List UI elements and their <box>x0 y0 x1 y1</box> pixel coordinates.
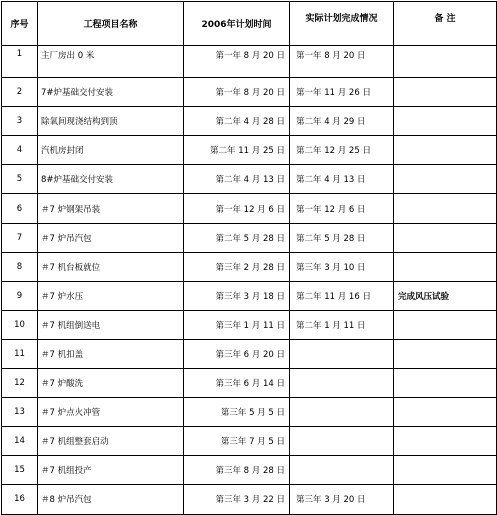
row-project-name: ＃7 炉钢架吊装 <box>38 194 184 223</box>
row-seq: 13 <box>2 398 38 427</box>
row-plan-date: 第三年 7 月 5 日 <box>184 427 290 456</box>
row-actual-date: 第二年 12 月 25 日 <box>290 136 394 165</box>
row-project-name: ＃7 炉酸洗 <box>38 369 184 398</box>
row-actual-date: 第二年 4 月 13 日 <box>290 165 394 194</box>
row-plan-date: 第三年 6 月 14 日 <box>184 369 290 398</box>
table-row <box>2 194 497 223</box>
table-row <box>2 427 497 456</box>
row-project-name: 7#炉基础交付安装 <box>38 78 184 107</box>
row-seq: 7 <box>2 223 38 252</box>
row-note <box>394 223 497 252</box>
row-plan-date: 第一年 12 月 6 日 <box>184 194 290 223</box>
row-plan-date: 第三年 6 月 20 日 <box>184 339 290 368</box>
table-header-row <box>2 2 497 46</box>
row-note <box>394 136 497 165</box>
row-plan-date: 第三年 3 月 18 日 <box>184 281 290 310</box>
table-row <box>2 398 497 427</box>
header-seq: 序号 <box>2 2 38 46</box>
row-project-name: ＃7 炉吊汽包 <box>38 223 184 252</box>
table-row <box>2 252 497 281</box>
row-seq: 6 <box>2 194 38 223</box>
row-actual-date <box>290 456 394 485</box>
row-project-name: ＃7 机组倒送电 <box>38 310 184 339</box>
row-plan-date: 第二年 11 月 25 日 <box>184 136 290 165</box>
row-actual-date: 第一年 8 月 20 日 <box>290 46 394 78</box>
row-project-name: 8#炉基础交付安装 <box>38 165 184 194</box>
row-actual-date <box>290 339 394 368</box>
table-row <box>2 78 497 107</box>
row-actual-date: 第二年 11 月 16 日 <box>290 281 394 310</box>
row-actual-date <box>290 369 394 398</box>
row-note <box>394 194 497 223</box>
row-note <box>394 46 497 78</box>
row-note <box>394 456 497 485</box>
table-row <box>2 223 497 252</box>
table-row <box>2 485 497 514</box>
table-row <box>2 339 497 368</box>
row-note <box>394 398 497 427</box>
table-row <box>2 165 497 194</box>
row-seq: 11 <box>2 339 38 368</box>
row-actual-date: 第一年 11 月 26 日 <box>290 78 394 107</box>
row-seq: 5 <box>2 165 38 194</box>
row-seq: 4 <box>2 136 38 165</box>
row-project-name: 主厂房出 0 米 <box>38 46 184 78</box>
row-actual-date: 第三年 3 月 10 日 <box>290 252 394 281</box>
schedule-table <box>1 1 497 515</box>
row-actual-date: 第二年 5 月 28 日 <box>290 223 394 252</box>
row-seq: 2 <box>2 78 38 107</box>
row-plan-date: 第三年 5 月 5 日 <box>184 398 290 427</box>
row-actual-date: 第二年 4 月 29 日 <box>290 107 394 136</box>
table-row <box>2 107 497 136</box>
row-actual-date <box>290 427 394 456</box>
header-note: 备 注 <box>394 2 497 46</box>
header-plan: 2006年计划时间 <box>184 2 290 46</box>
row-seq: 1 <box>2 46 38 78</box>
row-seq: 9 <box>2 281 38 310</box>
table-row <box>2 369 497 398</box>
row-plan-date: 第二年 4 月 28 日 <box>184 107 290 136</box>
header-actual: 实际计划完成情况 <box>290 2 394 46</box>
row-project-name: 汽机房封闭 <box>38 136 184 165</box>
row-project-name: ＃8 炉吊汽包 <box>38 485 184 514</box>
row-seq: 14 <box>2 427 38 456</box>
row-plan-date: 第三年 8 月 28 日 <box>184 456 290 485</box>
row-actual-date: 第三年 3 月 20 日 <box>290 485 394 514</box>
row-actual-date <box>290 398 394 427</box>
header-project: 工程项目名称 <box>38 2 184 46</box>
row-seq: 10 <box>2 310 38 339</box>
row-seq: 15 <box>2 456 38 485</box>
row-note <box>394 310 497 339</box>
row-project-name: ＃7 炉点火冲管 <box>38 398 184 427</box>
row-note <box>394 252 497 281</box>
row-project-name: ＃7 炉水压 <box>38 281 184 310</box>
row-plan-date: 第三年 3 月 22 日 <box>184 485 290 514</box>
table-row <box>2 310 497 339</box>
row-note <box>394 369 497 398</box>
row-plan-date: 第一年 8 月 20 日 <box>184 46 290 78</box>
row-note <box>394 78 497 107</box>
table-row <box>2 46 497 78</box>
row-seq: 16 <box>2 485 38 514</box>
table-row <box>2 281 497 310</box>
row-seq: 3 <box>2 107 38 136</box>
row-plan-date: 第一年 8 月 20 日 <box>184 78 290 107</box>
row-project-name: ＃7 机组整套启动 <box>38 427 184 456</box>
row-seq: 12 <box>2 369 38 398</box>
row-actual-date: 第一年 12 月 6 日 <box>290 194 394 223</box>
row-note: 完成风压试验 <box>394 281 497 310</box>
row-plan-date: 第二年 4 月 13 日 <box>184 165 290 194</box>
row-note <box>394 427 497 456</box>
row-actual-date: 第二年 1 月 11 日 <box>290 310 394 339</box>
row-project-name: ＃7 机台板就位 <box>38 252 184 281</box>
row-project-name: ＃7 机组投产 <box>38 456 184 485</box>
row-note <box>394 485 497 514</box>
row-note <box>394 165 497 194</box>
row-plan-date: 第三年 1 月 11 日 <box>184 310 290 339</box>
row-note <box>394 107 497 136</box>
table-row <box>2 456 497 485</box>
row-project-name: ＃7 机扣盖 <box>38 339 184 368</box>
row-plan-date: 第二年 5 月 28 日 <box>184 223 290 252</box>
row-project-name: 除氧间现浇结构到顶 <box>38 107 184 136</box>
row-plan-date: 第三年 2 月 28 日 <box>184 252 290 281</box>
row-seq: 8 <box>2 252 38 281</box>
row-note <box>394 339 497 368</box>
table-row <box>2 136 497 165</box>
